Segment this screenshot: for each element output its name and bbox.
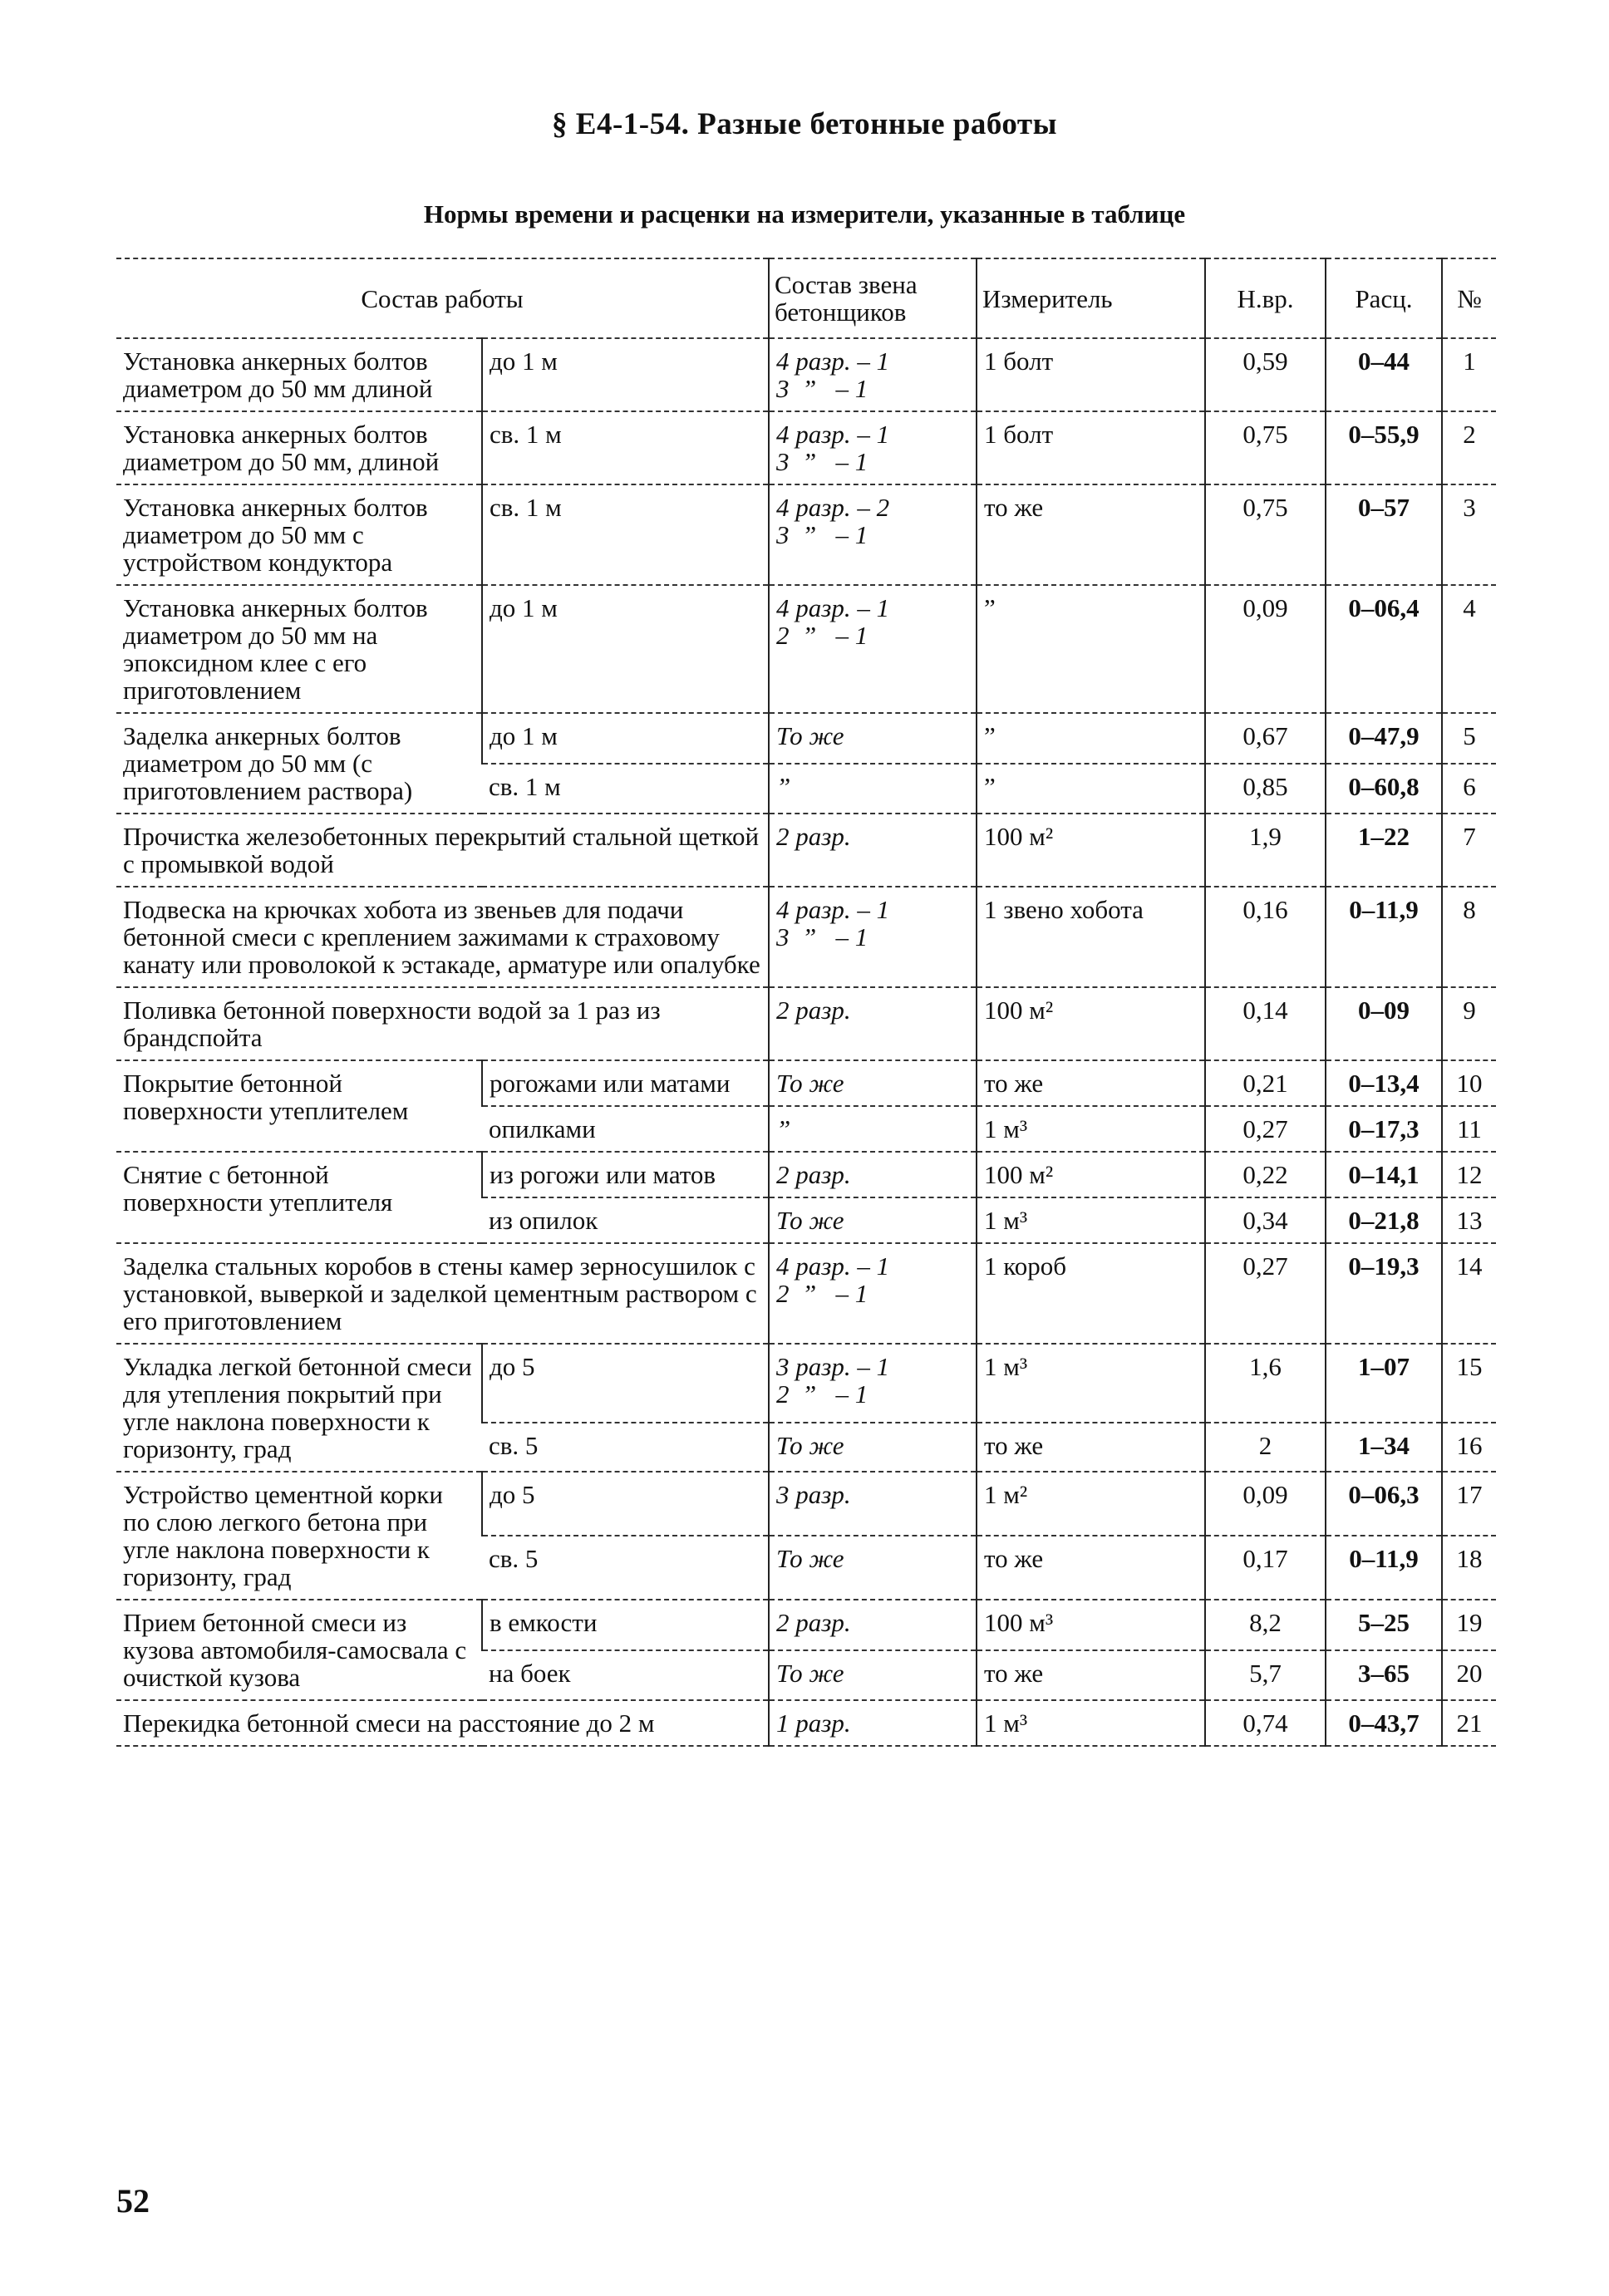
rate-cell: 1–07 (1326, 1344, 1442, 1423)
row-number: 18 (1442, 1536, 1496, 1600)
header-unit: Измеритель (977, 258, 1205, 338)
norm-cell: 1,6 (1205, 1344, 1326, 1423)
unit-cell: то же (977, 1423, 1205, 1472)
row-number: 20 (1442, 1650, 1496, 1701)
norm-cell: 0,59 (1205, 338, 1326, 411)
table-row (116, 814, 1496, 887)
table-row (116, 1243, 1496, 1344)
work-description: Прием бетонной смеси из кузова автомобиля-самосвала с очисткой кузова (116, 1600, 482, 1700)
table-row (116, 1600, 1496, 1650)
table-row (116, 1700, 1496, 1746)
unit-cell: то же (977, 1650, 1205, 1701)
work-description: Установка анкерных болтов диаметром до 50 мм длиной (116, 338, 482, 411)
rate-cell: 0–19,3 (1326, 1243, 1442, 1344)
norm-cell: 0,27 (1205, 1243, 1326, 1344)
work-condition: до 1 м (482, 585, 769, 713)
row-number: 4 (1442, 585, 1496, 713)
work-description: Подвеска на крючках хобота из звеньев для подачи бетонной смеси с креплением зажимами к страховому канату или проволокой к эстакаде, арматуре или опалубке (116, 887, 769, 987)
crew-composition: ” (769, 764, 977, 814)
rate-cell: 1–22 (1326, 814, 1442, 887)
crew-composition: То же (769, 1536, 977, 1600)
unit-cell: 1 м³ (977, 1700, 1205, 1746)
norm-cell: 1,9 (1205, 814, 1326, 887)
rate-cell: 0–55,9 (1326, 411, 1442, 484)
norm-cell: 0,21 (1205, 1060, 1326, 1106)
unit-cell: 1 м³ (977, 1344, 1205, 1423)
row-number: 9 (1442, 987, 1496, 1060)
unit-cell: 1 болт (977, 411, 1205, 484)
rate-cell: 0–21,8 (1326, 1197, 1442, 1243)
work-condition: рогожами или матами (482, 1060, 769, 1106)
row-number: 17 (1442, 1472, 1496, 1536)
unit-cell: 1 болт (977, 338, 1205, 411)
work-condition: св. 1 м (482, 411, 769, 484)
work-condition: св. 5 (482, 1423, 769, 1472)
rate-cell: 0–09 (1326, 987, 1442, 1060)
unit-cell: 1 звено хобота (977, 887, 1205, 987)
rate-cell: 0–06,3 (1326, 1472, 1442, 1536)
row-number: 10 (1442, 1060, 1496, 1106)
norm-cell: 0,14 (1205, 987, 1326, 1060)
unit-cell: 1 м² (977, 1472, 1205, 1536)
row-number: 15 (1442, 1344, 1496, 1423)
crew-composition: То же (769, 1423, 977, 1472)
unit-cell: то же (977, 1060, 1205, 1106)
crew-composition: 4 разр. – 1 3 ” – 1 (769, 411, 977, 484)
table-row (116, 338, 1496, 411)
crew-composition: 3 разр. (769, 1472, 977, 1536)
unit-cell: то же (977, 484, 1205, 585)
crew-composition: 3 разр. – 1 2 ” – 1 (769, 1344, 977, 1423)
section-title: § Е4-1-54. Разные бетонные работы (552, 107, 1057, 141)
norm-cell: 0,75 (1205, 484, 1326, 585)
header-norm: Н.вр. (1205, 258, 1326, 338)
norm-cell: 0,09 (1205, 1472, 1326, 1536)
work-description: Установка анкерных болтов диаметром до 50 мм, длиной (116, 411, 482, 484)
rate-cell: 1–34 (1326, 1423, 1442, 1472)
rate-cell: 0–47,9 (1326, 713, 1442, 764)
unit-cell: 100 м² (977, 814, 1205, 887)
crew-composition: 4 разр. – 1 2 ” – 1 (769, 1243, 977, 1344)
row-number: 6 (1442, 764, 1496, 814)
work-condition: из опилок (482, 1197, 769, 1243)
header-rate: Расц. (1326, 258, 1442, 338)
row-number: 21 (1442, 1700, 1496, 1746)
row-number: 7 (1442, 814, 1496, 887)
row-number: 1 (1442, 338, 1496, 411)
work-description: Прочистка железобетонных перекрытий стальной щеткой с промывкой водой (116, 814, 769, 887)
crew-composition: То же (769, 1650, 977, 1701)
row-number: 16 (1442, 1423, 1496, 1472)
norm-cell: 0,75 (1205, 411, 1326, 484)
row-number: 13 (1442, 1197, 1496, 1243)
unit-cell: 1 короб (977, 1243, 1205, 1344)
crew-composition: 2 разр. (769, 1152, 977, 1197)
rate-cell: 0–13,4 (1326, 1060, 1442, 1106)
norm-cell: 0,09 (1205, 585, 1326, 713)
work-description: Покрытие бетонной поверхности утеплителем (116, 1060, 482, 1152)
rate-cell: 5–25 (1326, 1600, 1442, 1650)
table-header-row (116, 258, 1496, 338)
crew-composition: 4 разр. – 2 3 ” – 1 (769, 484, 977, 585)
unit-cell: 100 м² (977, 1152, 1205, 1197)
unit-cell: 1 м³ (977, 1106, 1205, 1152)
row-number: 5 (1442, 713, 1496, 764)
work-condition: в емкости (482, 1600, 769, 1650)
work-condition: до 5 (482, 1344, 769, 1423)
crew-composition: То же (769, 1197, 977, 1243)
table-row (116, 713, 1496, 764)
crew-composition: То же (769, 1060, 977, 1106)
unit-cell: 100 м² (977, 987, 1205, 1060)
work-condition: св. 5 (482, 1536, 769, 1600)
crew-composition: 1 разр. (769, 1700, 977, 1746)
row-number: 11 (1442, 1106, 1496, 1152)
table-row (116, 1472, 1496, 1536)
work-condition: до 1 м (482, 338, 769, 411)
work-condition: на боек (482, 1650, 769, 1701)
crew-composition: 4 разр. – 1 3 ” – 1 (769, 338, 977, 411)
work-description: Заделка анкерных болтов диаметром до 50 мм (с приготовлением раствора) (116, 713, 482, 814)
table-row (116, 484, 1496, 585)
table-row (116, 887, 1496, 987)
rate-cell: 0–43,7 (1326, 1700, 1442, 1746)
unit-cell: 100 м³ (977, 1600, 1205, 1650)
rate-cell: 0–06,4 (1326, 585, 1442, 713)
rate-cell: 0–11,9 (1326, 887, 1442, 987)
norm-cell: 0,74 (1205, 1700, 1326, 1746)
norm-cell: 0,27 (1205, 1106, 1326, 1152)
work-description: Снятие с бетонной поверхности утеплителя (116, 1152, 482, 1243)
work-condition: до 1 м (482, 713, 769, 764)
table-row (116, 1152, 1496, 1197)
row-number: 8 (1442, 887, 1496, 987)
norm-cell: 0,34 (1205, 1197, 1326, 1243)
work-condition: св. 1 м (482, 764, 769, 814)
work-description: Устройство цементной корки по слою легкого бетона при угле наклона поверхности к горизонту, град (116, 1472, 482, 1600)
row-number: 3 (1442, 484, 1496, 585)
rate-cell: 0–60,8 (1326, 764, 1442, 814)
work-condition: опилками (482, 1106, 769, 1152)
table-row (116, 1060, 1496, 1106)
row-number: 19 (1442, 1600, 1496, 1650)
header-no: № (1442, 258, 1496, 338)
work-description: Установка анкерных болтов диаметром до 50 мм на эпоксидном клее с его приготовлением (116, 585, 482, 713)
rate-cell: 0–17,3 (1326, 1106, 1442, 1152)
crew-composition: 4 разр. – 1 2 ” – 1 (769, 585, 977, 713)
unit-cell: ” (977, 585, 1205, 713)
work-description: Установка анкерных болтов диаметром до 50 мм с устройством кондуктора (116, 484, 482, 585)
crew-composition: ” (769, 1106, 977, 1152)
work-description: Поливка бетонной поверхности водой за 1 раз из брандспойта (116, 987, 769, 1060)
norm-cell: 8,2 (1205, 1600, 1326, 1650)
norm-cell: 0,85 (1205, 764, 1326, 814)
work-description: Заделка стальных коробов в стены камер зерносушилок с установкой, выверкой и заделкой цементным раствором с его приготовлением (116, 1243, 769, 1344)
unit-cell: 1 м³ (977, 1197, 1205, 1243)
header-work: Состав работы (116, 258, 769, 338)
work-description: Укладка легкой бетонной смеси для утепления покрытий при угле наклона поверхности к горизонту, град (116, 1344, 482, 1472)
unit-cell: то же (977, 1536, 1205, 1600)
rate-cell: 0–14,1 (1326, 1152, 1442, 1197)
crew-composition: То же (769, 713, 977, 764)
table-row (116, 585, 1496, 713)
crew-composition: 2 разр. (769, 814, 977, 887)
unit-cell: ” (977, 764, 1205, 814)
table-row (116, 987, 1496, 1060)
norm-cell: 2 (1205, 1423, 1326, 1472)
norm-cell: 0,67 (1205, 713, 1326, 764)
work-description: Перекидка бетонной смеси на расстояние до 2 м (116, 1700, 769, 1746)
row-number: 12 (1442, 1152, 1496, 1197)
rate-cell: 0–11,9 (1326, 1536, 1442, 1600)
rate-cell: 3–65 (1326, 1650, 1442, 1701)
work-condition: до 5 (482, 1472, 769, 1536)
header-crew: Состав звена бетонщиков (769, 258, 977, 338)
rate-cell: 0–44 (1326, 338, 1442, 411)
crew-composition: 4 разр. – 1 3 ” – 1 (769, 887, 977, 987)
row-number: 2 (1442, 411, 1496, 484)
unit-cell: ” (977, 713, 1205, 764)
table-subtitle: Нормы времени и расценки на измерители, указанные в таблице (423, 199, 1186, 229)
norm-cell: 0,16 (1205, 887, 1326, 987)
table-row (116, 411, 1496, 484)
norms-table (116, 258, 1496, 1747)
work-condition: св. 1 м (482, 484, 769, 585)
rate-cell: 0–57 (1326, 484, 1442, 585)
work-condition: из рогожи или матов (482, 1152, 769, 1197)
row-number: 14 (1442, 1243, 1496, 1344)
norm-cell: 5,7 (1205, 1650, 1326, 1701)
page-number: 52 (116, 2182, 150, 2220)
norm-cell: 0,22 (1205, 1152, 1326, 1197)
table-row (116, 1344, 1496, 1423)
norm-cell: 0,17 (1205, 1536, 1326, 1600)
crew-composition: 2 разр. (769, 1600, 977, 1650)
crew-composition: 2 разр. (769, 987, 977, 1060)
